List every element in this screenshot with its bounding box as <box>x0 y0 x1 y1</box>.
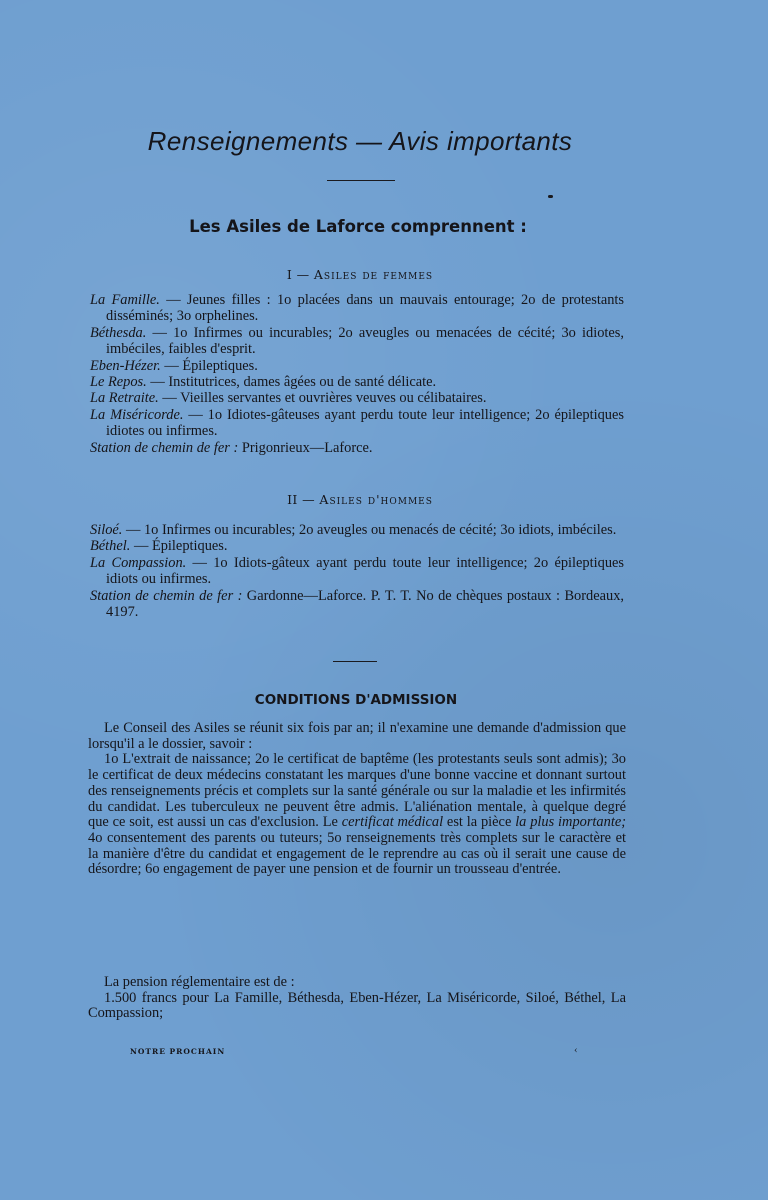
footer-catchword: NOTRE PROCHAIN <box>130 1047 226 1056</box>
entry-text: — Épileptiques. <box>130 538 228 555</box>
list-item <box>90 522 624 538</box>
entry-text: — Jeunes filles : 1o placées dans un mauvais entourage; 2o de protestants disséminés; 3o orphelines. <box>106 292 624 325</box>
entry-text: Prigonrieux—Laforce. <box>238 439 373 456</box>
conditions-body <box>88 721 626 878</box>
conditions-heading: CONDITIONS D'ADMISSION <box>254 692 458 708</box>
entry-name: Béthesda. <box>90 324 147 341</box>
list-item <box>90 538 624 554</box>
men-list <box>90 522 624 620</box>
documents-text-3: 4o consentement des parents ou tuteurs; 5o renseignements très complets sur le caractère et la manière d'être du candidat et engagement de le reprendre au cas où il serait une cause de désordre; 6o engagement de payer une pension et de fournir un trousseau d'entrée. <box>88 829 626 878</box>
paragraph-pension: La pension réglementaire est de : <box>104 974 295 990</box>
paragraph-intro: Le Conseil des Asiles se réunit six fois par an; il n'examine une demande d'admission que lorsqu'il a le dossier, savoir : <box>88 720 626 752</box>
entry-name: La Compassion. <box>90 554 187 571</box>
paragraph-documents <box>88 752 626 878</box>
section-men-number: II — <box>287 492 320 507</box>
list-item <box>90 325 624 358</box>
paragraph-pension-rates: 1.500 francs pour La Famille, Béthesda, Eben-Hézer, La Miséricorde, Siloé, Béthel, La Compassion; <box>88 989 626 1022</box>
entry-name: Le Repos. <box>90 374 147 391</box>
list-item <box>90 588 624 621</box>
entry-text: — 1o Idiotes-gâteuses ayant perdu toute leur intelligence; 2o épileptiques idiotes ou infirmes. <box>106 406 624 440</box>
documents-text-1: 1o L'extrait de naissance; 2o le certificat de baptême (les protestants seuls sont admis); 3o le certificat de deux médecins constatant les marques d'une bonne vaccine et donnant surtout des renseignements précis et complets sur la santé générale ou sur la maladie et les infirmités du candidat. Les tuberculeux ne peuvent être admis. L'aliénation mentale, à quelque degré que ce soit, est aussi un cas d'exclusion. Le <box>88 751 626 831</box>
list-item <box>90 358 624 374</box>
entry-text: — 1o Infirmes ou incurables; 2o aveugles ou menacées de cécité; 3o idiotes, imbéciles, faibles d'esprit. <box>106 324 624 358</box>
entry-name: Béthel. <box>90 538 131 555</box>
entry-text: — 1o Idiots-gâteux ayant perdu toute leur intelligence; 2o épileptiques idiots ou infirmes. <box>106 554 624 588</box>
intro-heading: Les Asiles de Laforce comprennent : <box>189 217 527 236</box>
entry-name: Station de chemin de fer : <box>90 587 243 604</box>
ink-dot <box>548 195 553 198</box>
section-women-label: Asiles de femmes <box>313 267 434 282</box>
entry-name: La Famille. <box>90 292 160 308</box>
entry-text: — 1o Infirmes ou incurables; 2o aveugles ou menacés de cécité; 3o idiots, imbéciles. <box>122 522 617 538</box>
entry-name: La Miséricorde. <box>90 406 184 423</box>
entry-name: La Retraite. <box>90 390 159 407</box>
section-men-label: Asiles d'hommes <box>319 492 433 507</box>
list-item <box>90 374 624 390</box>
title-rule <box>327 180 395 181</box>
section-men-heading <box>0 492 720 507</box>
list-item <box>90 555 624 588</box>
documents-emphasis-1: certificat médical <box>341 814 444 831</box>
entry-name: Siloé. <box>90 522 123 538</box>
entry-text: — Épileptiques. <box>160 357 258 374</box>
entry-text: — Vieilles servantes et ouvrières veuves ou célibataires. <box>158 390 487 407</box>
women-list <box>90 292 624 456</box>
entry-text: — Institutrices, dames âgées ou de santé délicate. <box>146 374 437 391</box>
pension-block <box>88 975 626 1022</box>
entry-text: Gardonne—Laforce. P. T. T. No de chèques postaux : Bordeaux, 4197. <box>106 587 625 621</box>
documents-text-2: est la pièce <box>443 814 516 831</box>
page-title: Renseignements — Avis importants <box>147 126 573 156</box>
documents-emphasis-2: la plus importante; <box>515 814 626 831</box>
list-item <box>90 390 624 406</box>
section-rule <box>333 661 377 662</box>
entry-name: Eben-Hézer. <box>90 357 161 374</box>
list-item <box>90 292 624 325</box>
page-mark: ‹ <box>574 1046 578 1056</box>
section-women-heading <box>0 267 720 282</box>
section-women-number: I — <box>286 267 314 282</box>
entry-name: Station de chemin de fer : <box>90 439 239 456</box>
list-item <box>90 440 624 456</box>
list-item <box>90 407 624 440</box>
